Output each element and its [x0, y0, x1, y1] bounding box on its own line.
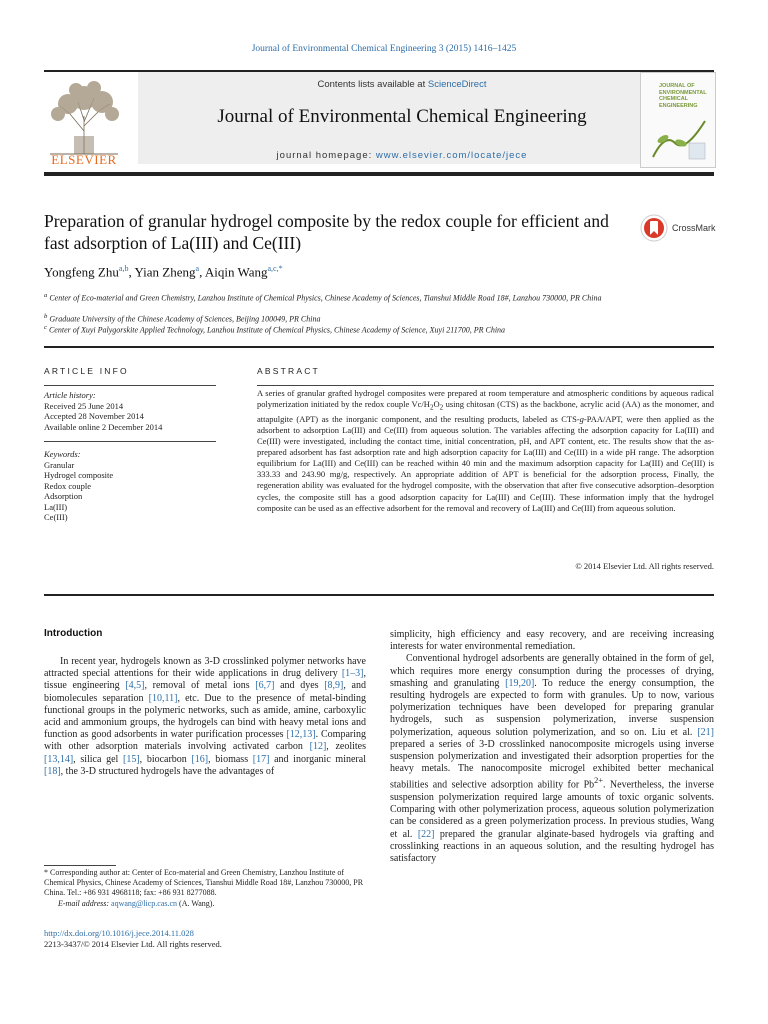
- cover-plant-icon: [645, 113, 711, 163]
- introduction-heading: Introduction: [44, 628, 103, 639]
- affiliation-text: Center of Xuyi Palygorskite Applied Technology, Lanzhou Institute of Chemical Physics, Chinese Academy of Science, Xuyi 211700, PR China: [48, 325, 506, 335]
- doi-block: [44, 928, 222, 950]
- paragraph: In recent year, hydrogels known as 3-D crosslinked polymer networks have attracted special attentions for their wide applications in drug delivery [1–3], tissue engineering [4,5], removal of metal ions [6,7] and dyes [8,9], and biomolecules separation [10,11], etc. Due to the presence of metal-binding functional groups in the polymeric networks, such as amide, amine, carboxylic acid and ammonium groups, the hydrogels can bind with heavy metal ions and function as good adsorbents in water purification processes [12,13]. Comparing with other adsorption materials involving activated carbon [12], zeolites [13,14], silica gel [15], biocarbon [16], biomass [17] and inorganic mineral [18], the 3-D structured hydrogels have the advantages of: [44, 656, 367, 777]
- abstract-copyright: © 2014 Elsevier Ltd. All rights reserved.: [575, 561, 714, 571]
- journal-title: Journal of Environmental Chemical Engineering: [217, 106, 587, 127]
- keyword: Ce(III): [44, 512, 68, 522]
- article-info-rule: [44, 385, 216, 386]
- history-received: Received 25 June 2014: [44, 400, 124, 411]
- keyword: La(III): [44, 501, 68, 512]
- crossmark-label: CrossMark: [672, 223, 716, 233]
- history-accepted: Accepted 28 November 2014: [44, 411, 144, 421]
- author-affiliation-mark[interactable]: a,b: [118, 264, 129, 273]
- citation-link[interactable]: [21]: [697, 726, 714, 738]
- keyword: Adsorption: [44, 491, 83, 501]
- journal-cover-thumbnail[interactable]: [640, 72, 716, 168]
- body-right-column: [390, 629, 714, 865]
- journal-citation[interactable]: Journal of Environmental Chemical Engineering 3 (2015) 1416–1425: [251, 44, 517, 54]
- citation-link[interactable]: [10,11]: [148, 692, 178, 704]
- affiliation: [44, 323, 644, 336]
- section-rule: [44, 346, 714, 348]
- article-title: Preparation of granular hydrogel composite by the redox couple for efficient and fast adsorption of La(III) and Ce(III): [44, 211, 609, 253]
- author-affiliation-mark[interactable]: a,c,*: [267, 264, 283, 273]
- keyword: Redox couple: [44, 480, 91, 491]
- cover-text: JOURNAL OF ENVIRONMENTAL CHEMICAL ENGINEERING: [659, 83, 707, 109]
- author-separator: ,: [128, 264, 135, 280]
- article-history: [44, 390, 216, 432]
- issn-text: 2213-3437/© 2014 Elsevier Ltd. All rights reserved.: [44, 939, 222, 949]
- article-info-heading: ARTICLE INFO: [44, 366, 129, 376]
- author-affiliation-mark[interactable]: a: [195, 264, 200, 273]
- affiliation-text: Graduate University of the Chinese Academy of Sciences, Beijing 100049, PR China: [49, 314, 321, 324]
- affiliation-text: Center of Eco-material and Green Chemistry, Lanzhou Institute of Chemical Physics, Chinese Academy of Sciences, Tianshui Middle Road 18#, Lanzhou 730000, PR China: [49, 293, 602, 303]
- affiliation-mark: a: [44, 292, 48, 299]
- citation-link[interactable]: [19,20]: [505, 677, 535, 689]
- citation-link[interactable]: [4,5]: [125, 680, 145, 692]
- abstract-text: A series of granular grafted hydrogel composites were prepared at room temperature and atmospheric conditions by aqueous radical polymerization initiated by the redox couple $Vc/H_2O_2$ using chitosan (CTS) as the backbone, acrylic acid (AA) as the monomer, and attapulgite (APT) as the inorganic component, and the resulting products, labeled as CTS-g-PAA/APT, were then applied as the adsorbent to adsorption La(III) and Ce(III) from aqueous solution. The variables affecting the adsorption capacity for La(III) and Ce(III) were investigated, including the contact time, initial concentration, pH, and APT content, etc. The results show that the as-prepared adsorbent has fast adsorption rate and high adsorption capacity for La(III) and Ce(III) in a wide pH range. The adsorption equilibrium for La(III) and Ce(III) can be reached within 40 min and the maximum adsorption capacity for La(III) and Ce(III) is 333.33 and 243.90 mg/g, respectively. An appropriate addition of APT is beneficial for the adsorption process, Finally, the regeneration ability was evaluated for the hydrogel composite, with the observation that after five consecutive adsorption–desorption cycles, the composite still has a good adsorption capacity for La(III) and Ce(III). These information imply that the hydrogel composite can be used as an effective adsorbent for the removal and recovery of La(III) and Ce(III) from aqueous solution.: [257, 388, 714, 513]
- header-rule-bottom: [44, 172, 714, 176]
- keywords-list: [44, 449, 216, 523]
- citation-link[interactable]: [15]: [122, 753, 140, 765]
- email-link[interactable]: aqwang@licp.cas.cn: [111, 898, 178, 908]
- affiliation-mark: b: [44, 313, 48, 320]
- doi-link[interactable]: http://dx.doi.org/10.1016/j.jece.2014.11.028: [44, 928, 194, 938]
- citation-link[interactable]: [16]: [191, 753, 209, 765]
- journal-header: [44, 72, 714, 172]
- keyword: Granular: [44, 459, 75, 470]
- abstract-rule: [257, 385, 714, 386]
- crossmark-icon: [640, 214, 668, 242]
- homepage-line: [138, 150, 666, 161]
- citation-link[interactable]: [17]: [252, 753, 270, 765]
- author-name[interactable]: Yian Zheng: [134, 264, 196, 280]
- paragraph: simplicity, high efficiency and easy recovery, and are receiving increasing interests for water environmental remediation.: [390, 629, 714, 653]
- abstract-heading: ABSTRACT: [257, 366, 320, 376]
- author-name[interactable]: Yongfeng Zhu: [44, 264, 119, 280]
- citation-link[interactable]: [8,9]: [324, 680, 344, 692]
- citation-link[interactable]: [22]: [417, 828, 435, 840]
- history-online: Available online 2 December 2014: [44, 421, 163, 432]
- journal-banner: [138, 72, 666, 164]
- elsevier-wordmark: ELSEVIER: [51, 152, 117, 167]
- history-label: Article history:: [44, 390, 96, 400]
- crossmark-badge[interactable]: [640, 214, 720, 244]
- contents-prefix: Contents lists available at: [317, 79, 428, 90]
- author-separator: ,: [199, 264, 205, 280]
- body-rule: [44, 594, 714, 596]
- homepage-prefix: journal homepage:: [276, 150, 376, 161]
- citation-link[interactable]: [12]: [309, 741, 327, 753]
- sciencedirect-link[interactable]: ScienceDirect: [427, 79, 487, 90]
- keyword: Hydrogel composite: [44, 470, 114, 480]
- affiliation-mark: c: [44, 324, 47, 331]
- keywords-rule: [44, 441, 216, 442]
- citation-link[interactable]: [1–3]: [341, 668, 364, 680]
- affiliation: [44, 291, 644, 304]
- footnote-rule: [44, 865, 116, 866]
- body-left-column: [44, 656, 366, 778]
- citation-link[interactable]: [18]: [44, 765, 61, 777]
- paragraph: Conventional hydrogel adsorbents are generally obtained in the form of gel, which requires more energy consumption during the processes of drying, smashing and granulating [19,20]. To reduce the energy consumption, the resulting hydrogels are expected to form with granules. Up to now, various polymerization techniques have been developed for preparing granular hydrogels, such as suspension polymerization, inverse suspension polymerization, aqueous solution polymerization, and so on. Liu et al. [21] prepared a series of 3-D crosslinked nanocomposite microgels using inverse suspension polymerization and investigated their adsorption properties for the heavy metals. The nanocomposite microgel exhibited better mechanical stabilities and selective adsorption ability for $Pb^{2+}$. Nevertheless, the inverse suspension polymerization required large amounts of toxic organic solvents. Comparing with other polymerization process, aqueous solution polymerization can be considered as a green polymerization process. In previous studies, Wang et al. [22] prepared the granular alginate-based hydrogels via grafting and crosslinking reactions in an aqueous solution, and the resulting hydrogel has satisfactory: [390, 653, 715, 864]
- keywords-label: Keywords:: [44, 449, 81, 459]
- email-suffix: (A. Wang).: [177, 898, 215, 908]
- author-list: [44, 264, 644, 280]
- citation-link[interactable]: [12,13]: [286, 729, 316, 741]
- author-name[interactable]: Aiqin Wang: [204, 264, 268, 280]
- homepage-link[interactable]: www.elsevier.com/locate/jece: [375, 150, 528, 161]
- email-label: E-mail address:: [58, 898, 112, 908]
- footnote-text: * Corresponding author at: Center of Eco-material and Green Chemistry, Lanzhou Institute of Chemical Physics, Chinese Academy of Sciences, Tianshui Middle Road 18#, Lanzhou 730000, PR China. Tel.: +86 931 4968118; fax: +86 931 8277088.: [44, 868, 364, 898]
- corresponding-author-footnote: [44, 868, 364, 909]
- contents-line: [138, 79, 666, 90]
- citation-link[interactable]: [6,7]: [255, 680, 275, 692]
- citation-link[interactable]: [13,14]: [44, 753, 74, 765]
